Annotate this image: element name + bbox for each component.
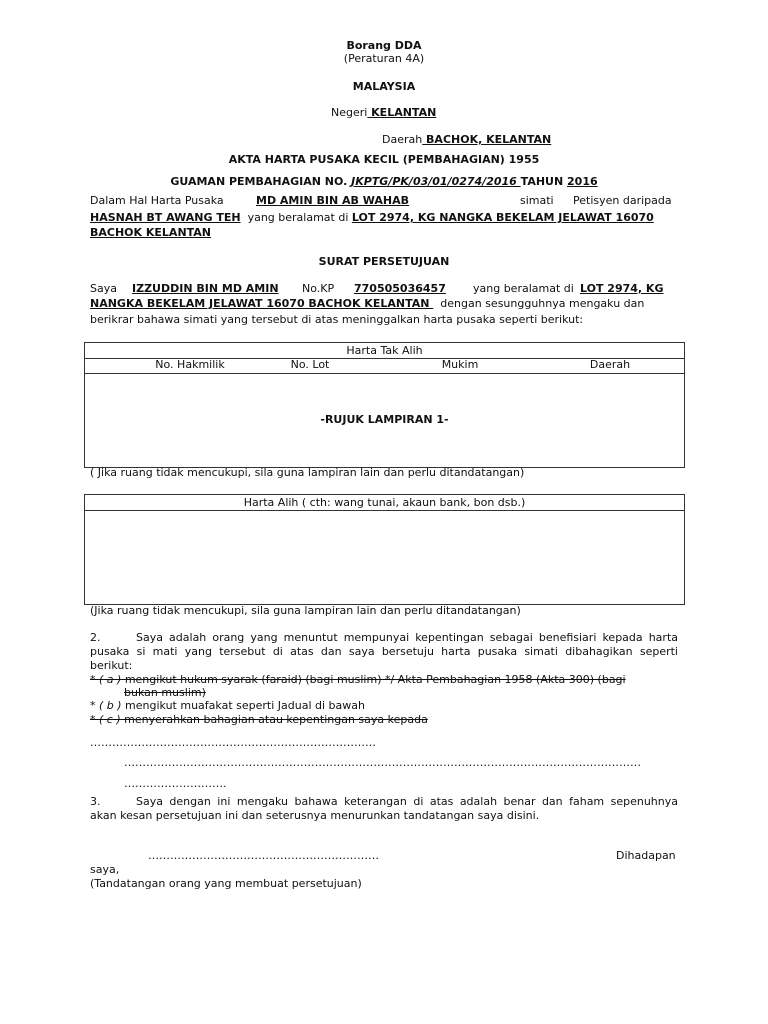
clause-3-line-1: Saya dengan ini mengaku bahawa keterangan di atas adalah benar dan faham sepenuhnya [136, 795, 678, 808]
text-after-address: dengan sesungguhnya mengaku dan [440, 297, 645, 310]
clause-2-line-2: pusaka si mati yang tersebut di atas dan saya bersetuju harta pusaka simati dibahagikan seperti [90, 645, 678, 658]
case-number: JKPTG/PK/03/01/0274/2016 [351, 175, 521, 188]
option-b [90, 699, 365, 712]
case-prefix: GUAMAN PEMBAHAGIAN NO. [170, 175, 352, 188]
column-header-hakmilik: No. Hakmilik [155, 358, 225, 371]
clause-3-line-2: akan kesan persetujuan ini dan seterusnya menurunkan tandatangan saya disini. [90, 809, 540, 822]
deceased-word: simati [520, 194, 554, 207]
column-header-mukim: Mukim [441, 358, 479, 371]
kp-label: No.KP [302, 282, 335, 295]
form-title: Borang DDA [346, 39, 422, 52]
saya-label: Saya [90, 282, 117, 295]
letter-title: SURAT PERSETUJUAN [318, 255, 450, 268]
signature-dotted-line: ……………………………………………………… [148, 849, 379, 862]
signature-caption: (Tandatangan orang yang membuat persetujuan) [90, 877, 362, 890]
estate-label: Dalam Hal Harta Pusaka [90, 194, 224, 207]
country-heading: MALAYSIA [352, 80, 416, 93]
applicant-name: IZZUDDIN BIN MD AMIN [132, 282, 279, 295]
state-line [331, 106, 436, 119]
clause-2-number: 2. [90, 631, 101, 644]
district-label: Daerah [382, 133, 423, 146]
option-c [90, 713, 428, 726]
state-label: Negeri [331, 106, 368, 119]
attachment-reference: -RUJUK LAMPIRAN 1- [320, 413, 449, 426]
applicant-address-1: LOT 2974, KG [580, 282, 664, 295]
column-header-daerah: Daerah [589, 358, 631, 371]
applicant-address-2: NANGKA BEKELAM JELAWAT 16070 BACHOK KELANTAN [90, 297, 434, 310]
witness-label: Dihadapan [616, 849, 676, 862]
petition-label: Petisyen daripada [573, 194, 672, 207]
saya-word: saya, [90, 863, 120, 876]
state-value: KELANTAN [367, 106, 437, 119]
petitioner-address-1: LOT 2974, KG NANGKA BEKELAM JELAWAT 16070 [351, 211, 654, 224]
option-b-marker: * ( b ) [90, 699, 122, 712]
applicant-address-line-2 [90, 297, 644, 310]
beneficiary-dotted-line-2: …………………………………………………………………………………………………………………………… [124, 756, 641, 769]
table-divider [85, 373, 684, 374]
petitioner-name: HASNAH BT AWANG TEH [90, 211, 241, 224]
case-year: 2016 [567, 175, 598, 188]
petitioner-address-2: BACHOK KELANTAN [90, 226, 212, 239]
immovable-table-title: Harta Tak Alih [346, 344, 423, 357]
option-b-text: mengikut muafakat seperti Jadual di bawah [121, 699, 365, 712]
table-divider [85, 510, 684, 511]
kp-value: 770505036457 [354, 282, 446, 295]
option-a-text: mengikut hukum syarak (faraid) (bagi muslim) */ Akta Pembahagian 1958 (Akta 300) (bagi [121, 673, 626, 686]
applicant-address-label: yang beralamat di [473, 282, 574, 295]
petitioner-address-label: yang beralamat di [247, 211, 349, 224]
option-a-continued: bukan muslim) [124, 686, 206, 699]
deceased-name: MD AMIN BIN AB WAHAB [256, 194, 409, 207]
clause-3-number: 3. [90, 795, 101, 808]
beneficiary-dotted-line-3: ………………………. [124, 777, 227, 790]
regulation-subtitle: (Peraturan 4A) [343, 52, 425, 65]
movable-table-note: (Jika ruang tidak mencukupi, sila guna lampiran lain dan perlu ditandatangan) [90, 604, 521, 617]
district-value: BACHOK, KELANTAN [422, 133, 552, 146]
case-number-line [0, 175, 768, 188]
immovable-table-note: ( Jika ruang tidak mencukupi, sila guna lampiran lain dan perlu ditandatangan) [90, 466, 525, 479]
immovable-property-table [84, 342, 685, 468]
column-header-lot: No. Lot [290, 358, 330, 371]
act-title: AKTA HARTA PUSAKA KECIL (PEMBAHAGIAN) 1955 [228, 153, 540, 166]
clause-2-line-3: berikut: [90, 659, 133, 672]
movable-property-table [84, 494, 685, 605]
option-c-marker: * ( c ) [90, 713, 121, 726]
option-c-text: menyerahkan bahagian atau kepentingan saya kepada [120, 713, 428, 726]
movable-table-title: Harta Alih ( cth: wang tunai, akaun bank, bon dsb.) [243, 496, 526, 509]
beneficiary-dotted-line-1: …………………………………………………………………… [90, 736, 376, 749]
petitioner-line [90, 211, 654, 224]
declaration-line: berikrar bahawa simati yang tersebut di atas meninggalkan harta pusaka seperti berikut: [90, 313, 584, 326]
option-a-marker: * ( a ) [90, 673, 122, 686]
district-line [382, 133, 551, 146]
option-a [90, 673, 626, 686]
clause-2-line-1: Saya adalah orang yang menuntut mempunyai kepentingan sebagai benefisiari kepada harta [136, 631, 678, 644]
case-year-label: TAHUN [520, 175, 568, 188]
